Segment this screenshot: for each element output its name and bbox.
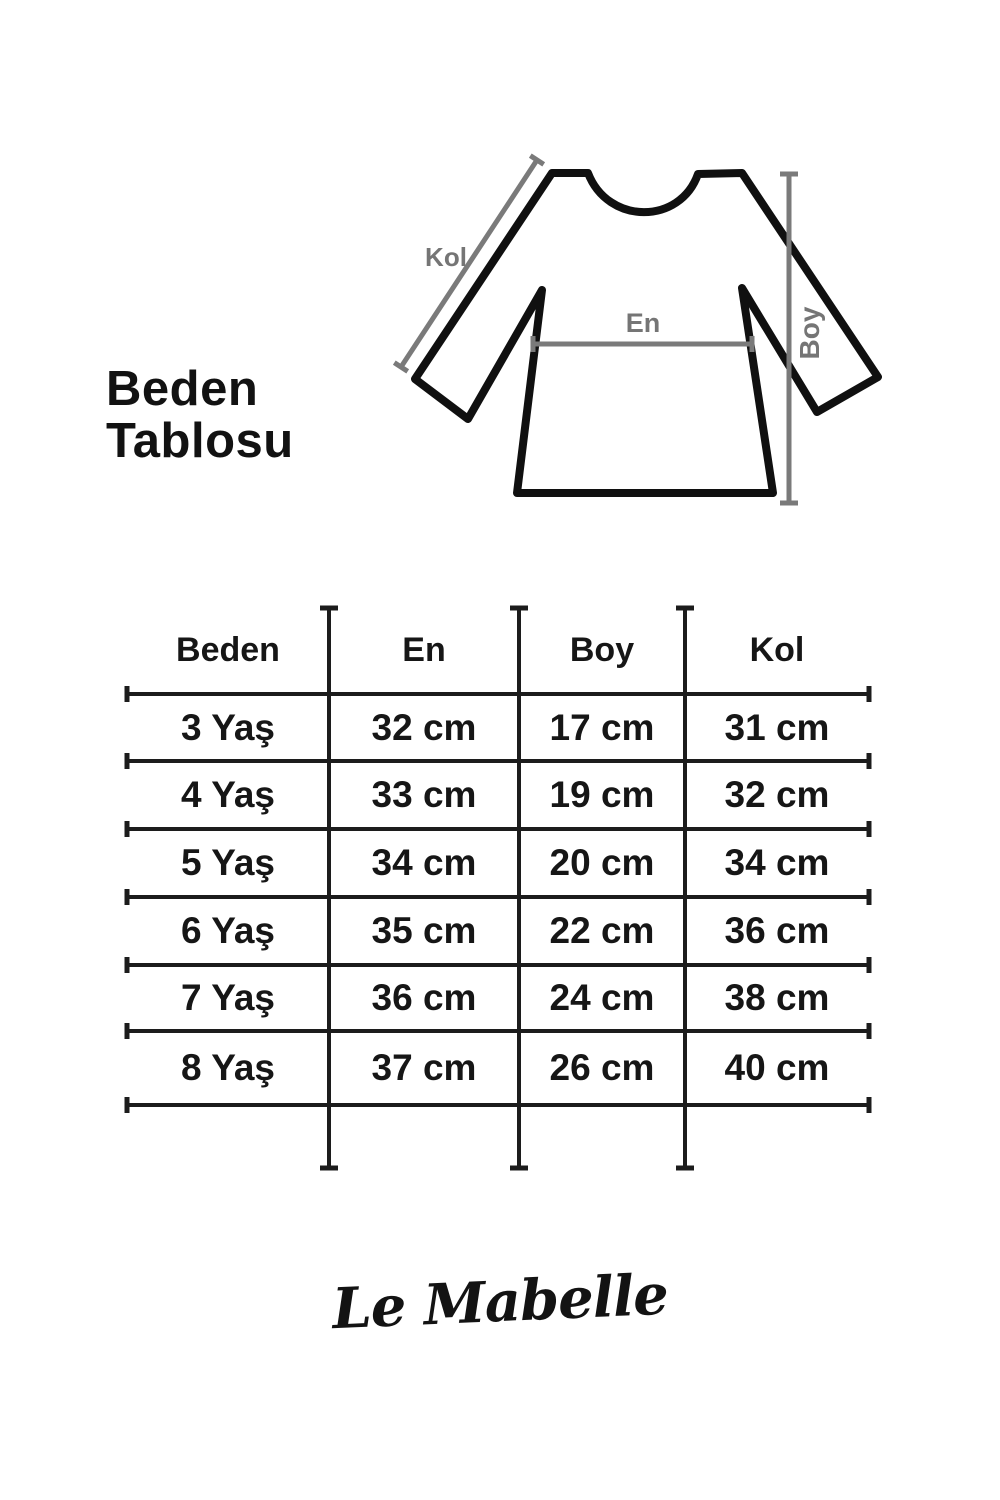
table-cell-kol: 32 cm <box>724 774 830 815</box>
table-cell-en: 33 cm <box>371 774 477 815</box>
table-cell-boy: 26 cm <box>549 1047 655 1088</box>
table-cell-size: 8 Yaş <box>181 1047 275 1088</box>
en-measure-label: En <box>625 308 661 338</box>
table-cell-size: 3 Yaş <box>181 706 275 748</box>
table-cell-kol: 34 cm <box>724 842 830 883</box>
boy-measure-label: Boy <box>794 306 825 360</box>
table-cell-size: 6 Yaş <box>181 910 275 951</box>
table-cell-en: 37 cm <box>371 1047 477 1088</box>
table-header-beden: Beden <box>176 630 280 669</box>
table-cell-size: 5 Yaş <box>181 842 275 883</box>
table-cell-boy: 19 cm <box>549 774 655 815</box>
table-cell-kol: 31 cm <box>724 706 830 748</box>
table-cell-size: 4 Yaş <box>181 774 275 815</box>
table-cell-boy: 22 cm <box>549 910 655 951</box>
page-title-line-1: Beden <box>106 362 259 416</box>
table-cell-kol: 40 cm <box>724 1047 830 1088</box>
table-cell-en: 34 cm <box>371 842 477 883</box>
table-header-kol: Kol <box>749 630 805 669</box>
table-cell-en: 35 cm <box>371 910 477 951</box>
page-title-line-2: Tablosu <box>106 414 294 468</box>
table-cell-kol: 38 cm <box>724 977 830 1018</box>
brand-logo: Le Mabelle <box>330 1261 670 1343</box>
table-cell-boy: 24 cm <box>549 977 655 1018</box>
table-header-en: En <box>402 630 446 669</box>
table-cell-boy: 20 cm <box>549 842 655 883</box>
kol-measure-label: Kol <box>425 242 467 272</box>
table-cell-en: 36 cm <box>371 977 477 1018</box>
table-cell-en: 32 cm <box>371 706 477 748</box>
table-cell-boy: 17 cm <box>549 706 655 748</box>
table-cell-size: 7 Yaş <box>181 977 275 1018</box>
table-header-boy: Boy <box>569 630 635 669</box>
table-cell-kol: 36 cm <box>724 910 830 951</box>
